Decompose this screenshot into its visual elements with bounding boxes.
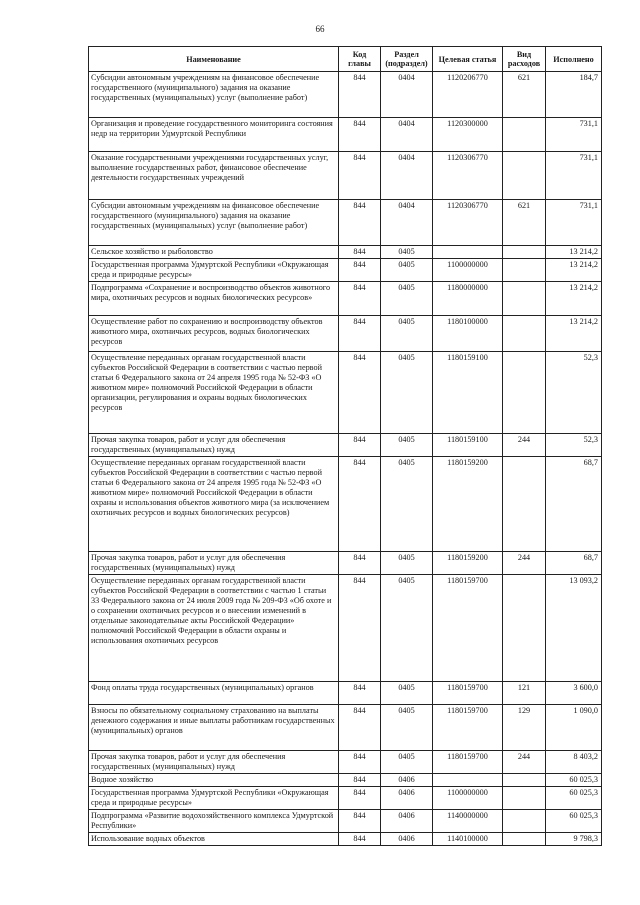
cell-chapter: 844 bbox=[339, 434, 381, 457]
table-row bbox=[89, 457, 602, 552]
header-name: Наименование bbox=[89, 47, 339, 72]
cell-chapter: 844 bbox=[339, 810, 381, 833]
cell-section: 0405 bbox=[381, 552, 433, 575]
cell-name: Осуществление переданных органам государственной власти субъектов Российской Федерации в соответствии с частью 1 статьи 33 Федерального закона от 24 июля 2009 года № 209-ФЗ «Об охоте и о сохранении охотничьих ресурсов и о внесении изменений в отдельные законодательные акты Российской Федерации» полномочий Российской Федерации в области охраны и использования охотничьих ресурсов bbox=[89, 575, 339, 682]
cell-section: 0406 bbox=[381, 810, 433, 833]
cell-amount: 52,3 bbox=[546, 434, 602, 457]
cell-amount: 9 798,3 bbox=[546, 833, 602, 846]
cell-section: 0405 bbox=[381, 457, 433, 552]
cell-amount: 731,1 bbox=[546, 200, 602, 246]
cell-name: Прочая закупка товаров, работ и услуг для обеспечения государственных (муниципальных) нужд bbox=[89, 434, 339, 457]
cell-article: 1180159100 bbox=[433, 434, 503, 457]
cell-name: Фонд оплаты труда государственных (муниципальных) органов bbox=[89, 682, 339, 705]
cell-section: 0405 bbox=[381, 282, 433, 316]
budget-table bbox=[88, 46, 602, 846]
table-row bbox=[89, 682, 602, 705]
table-row bbox=[89, 787, 602, 810]
cell-chapter: 844 bbox=[339, 72, 381, 118]
cell-expense bbox=[503, 282, 546, 316]
cell-section: 0404 bbox=[381, 200, 433, 246]
table-row bbox=[89, 434, 602, 457]
cell-section: 0405 bbox=[381, 434, 433, 457]
cell-expense: 121 bbox=[503, 682, 546, 705]
header-chapter: Код главы bbox=[339, 47, 381, 72]
cell-amount: 13 214,2 bbox=[546, 246, 602, 259]
table-row bbox=[89, 246, 602, 259]
cell-expense: 244 bbox=[503, 751, 546, 774]
cell-amount: 60 025,3 bbox=[546, 774, 602, 787]
table-row bbox=[89, 152, 602, 200]
cell-article: 1180159200 bbox=[433, 457, 503, 552]
cell-name: Использование водных объектов bbox=[89, 833, 339, 846]
cell-expense: 244 bbox=[503, 552, 546, 575]
cell-name: Организация и проведение государственного мониторинга состояния недр на территории Удмуртской Республики bbox=[89, 118, 339, 152]
cell-chapter: 844 bbox=[339, 118, 381, 152]
cell-amount: 13 093,2 bbox=[546, 575, 602, 682]
cell-chapter: 844 bbox=[339, 457, 381, 552]
cell-article: 1140100000 bbox=[433, 833, 503, 846]
cell-section: 0405 bbox=[381, 575, 433, 682]
table-row bbox=[89, 72, 602, 118]
cell-section: 0405 bbox=[381, 316, 433, 352]
header-row bbox=[89, 47, 602, 72]
cell-expense bbox=[503, 787, 546, 810]
cell-section: 0405 bbox=[381, 705, 433, 751]
table-row bbox=[89, 774, 602, 787]
cell-name: Субсидии автономным учреждениям на финансовое обеспечение государственного (муниципального) задания на оказание государственных (муниципальных) услуг (выполнение работ) bbox=[89, 72, 339, 118]
cell-article: 1180159100 bbox=[433, 352, 503, 434]
cell-name: Подпрограмма «Развитие водохозяйственного комплекса Удмуртской Республики» bbox=[89, 810, 339, 833]
cell-expense bbox=[503, 316, 546, 352]
cell-amount: 731,1 bbox=[546, 152, 602, 200]
cell-chapter: 844 bbox=[339, 259, 381, 282]
cell-section: 0405 bbox=[381, 259, 433, 282]
table-row bbox=[89, 705, 602, 751]
cell-chapter: 844 bbox=[339, 282, 381, 316]
cell-name: Оказание государственными учреждениями государственных услуг, выполнение государственных работ, финансовое обеспечение деятельности государственных учреждений bbox=[89, 152, 339, 200]
cell-amount: 52,3 bbox=[546, 352, 602, 434]
cell-name: Субсидии автономным учреждениям на финансовое обеспечение государственного (муниципального) задания на оказание государственных (муниципальных) услуг (выполнение работ) bbox=[89, 200, 339, 246]
cell-chapter: 844 bbox=[339, 682, 381, 705]
cell-name: Осуществление работ по сохранению и воспроизводству объектов животного мира, охотничьих ресурсов, водных биологических ресурсов bbox=[89, 316, 339, 352]
cell-expense bbox=[503, 774, 546, 787]
cell-section: 0406 bbox=[381, 774, 433, 787]
cell-name: Осуществление переданных органам государственной власти субъектов Российской Федерации в соответствии с частью первой статьи 6 Федерального закона от 24 апреля 1995 года № 52-ФЗ «О животном мире» полномочий Российской Федерации в области охраны и использования объектов животного мира (за исключением охотничьих ресурсов и водных биологических ресурсов) bbox=[89, 457, 339, 552]
table-row bbox=[89, 118, 602, 152]
cell-expense: 621 bbox=[503, 200, 546, 246]
cell-expense bbox=[503, 352, 546, 434]
cell-expense bbox=[503, 118, 546, 152]
cell-amount: 731,1 bbox=[546, 118, 602, 152]
cell-amount: 68,7 bbox=[546, 457, 602, 552]
cell-article: 1180100000 bbox=[433, 316, 503, 352]
cell-section: 0405 bbox=[381, 352, 433, 434]
cell-article: 1180159700 bbox=[433, 682, 503, 705]
cell-section: 0405 bbox=[381, 751, 433, 774]
cell-name: Государственная программа Удмуртской Республики «Окружающая среда и природные ресурсы» bbox=[89, 787, 339, 810]
cell-section: 0405 bbox=[381, 246, 433, 259]
cell-expense bbox=[503, 457, 546, 552]
cell-name: Осуществление переданных органам государственной власти субъектов Российской Федерации в соответствии с частью первой статьи 6 Федерального закона от 24 апреля 1995 года № 52-ФЗ «О животном мире» полномочий Российской Федерации в области организации, регулирования и охраны водных биологических ресурсов bbox=[89, 352, 339, 434]
cell-article: 1180000000 bbox=[433, 282, 503, 316]
cell-chapter: 844 bbox=[339, 751, 381, 774]
cell-chapter: 844 bbox=[339, 316, 381, 352]
cell-name: Прочая закупка товаров, работ и услуг для обеспечения государственных (муниципальных) нужд bbox=[89, 751, 339, 774]
header-article: Целевая статья bbox=[433, 47, 503, 72]
cell-chapter: 844 bbox=[339, 705, 381, 751]
table-row bbox=[89, 833, 602, 846]
cell-amount: 8 403,2 bbox=[546, 751, 602, 774]
table-row bbox=[89, 575, 602, 682]
page-number: 66 bbox=[315, 24, 325, 34]
cell-amount: 13 214,2 bbox=[546, 259, 602, 282]
cell-chapter: 844 bbox=[339, 200, 381, 246]
cell-amount: 13 214,2 bbox=[546, 282, 602, 316]
cell-expense bbox=[503, 833, 546, 846]
table-row bbox=[89, 552, 602, 575]
cell-expense bbox=[503, 246, 546, 259]
cell-expense: 129 bbox=[503, 705, 546, 751]
cell-article: 1140000000 bbox=[433, 810, 503, 833]
cell-amount: 60 025,3 bbox=[546, 810, 602, 833]
cell-expense bbox=[503, 810, 546, 833]
cell-article: 1120306770 bbox=[433, 152, 503, 200]
cell-section: 0406 bbox=[381, 833, 433, 846]
table-row bbox=[89, 316, 602, 352]
cell-chapter: 844 bbox=[339, 575, 381, 682]
cell-amount: 13 214,2 bbox=[546, 316, 602, 352]
cell-article: 1180159700 bbox=[433, 705, 503, 751]
header-amount: Исполнено bbox=[546, 47, 602, 72]
cell-article bbox=[433, 246, 503, 259]
cell-article: 1120306770 bbox=[433, 200, 503, 246]
table-row bbox=[89, 259, 602, 282]
cell-section: 0406 bbox=[381, 787, 433, 810]
cell-chapter: 844 bbox=[339, 152, 381, 200]
table-row bbox=[89, 282, 602, 316]
cell-amount: 1 090,0 bbox=[546, 705, 602, 751]
cell-article: 1180159700 bbox=[433, 751, 503, 774]
cell-amount: 3 600,0 bbox=[546, 682, 602, 705]
cell-amount: 68,7 bbox=[546, 552, 602, 575]
cell-chapter: 844 bbox=[339, 352, 381, 434]
cell-name: Взносы по обязательному социальному страхованию на выплаты денежного содержания и иные выплаты работникам государственных (муниципальных) органов bbox=[89, 705, 339, 751]
cell-amount: 184,7 bbox=[546, 72, 602, 118]
cell-name: Сельское хозяйство и рыболовство bbox=[89, 246, 339, 259]
table-row bbox=[89, 751, 602, 774]
cell-expense bbox=[503, 152, 546, 200]
table-row bbox=[89, 352, 602, 434]
header-section: Раздел (подраздел) bbox=[381, 47, 433, 72]
cell-article: 1180159200 bbox=[433, 552, 503, 575]
cell-chapter: 844 bbox=[339, 246, 381, 259]
cell-chapter: 844 bbox=[339, 552, 381, 575]
cell-name: Подпрограмма «Сохранение и воспроизводство объектов животного мира, охотничьих ресурсов и водных биологических ресурсов» bbox=[89, 282, 339, 316]
cell-section: 0404 bbox=[381, 118, 433, 152]
cell-section: 0405 bbox=[381, 682, 433, 705]
cell-name: Государственная программа Удмуртской Республики «Окружающая среда и природные ресурсы» bbox=[89, 259, 339, 282]
cell-expense bbox=[503, 259, 546, 282]
cell-section: 0404 bbox=[381, 72, 433, 118]
cell-expense: 621 bbox=[503, 72, 546, 118]
cell-article: 1120300000 bbox=[433, 118, 503, 152]
cell-article: 1100000000 bbox=[433, 787, 503, 810]
table-row bbox=[89, 810, 602, 833]
cell-section: 0404 bbox=[381, 152, 433, 200]
header-expense: Вид расходов bbox=[503, 47, 546, 72]
cell-article: 1120206770 bbox=[433, 72, 503, 118]
cell-article: 1100000000 bbox=[433, 259, 503, 282]
cell-name: Прочая закупка товаров, работ и услуг для обеспечения государственных (муниципальных) нужд bbox=[89, 552, 339, 575]
cell-chapter: 844 bbox=[339, 787, 381, 810]
table-row bbox=[89, 200, 602, 246]
cell-name: Водное хозяйство bbox=[89, 774, 339, 787]
cell-amount: 60 025,3 bbox=[546, 787, 602, 810]
cell-article bbox=[433, 774, 503, 787]
cell-chapter: 844 bbox=[339, 774, 381, 787]
cell-expense: 244 bbox=[503, 434, 546, 457]
cell-expense bbox=[503, 575, 546, 682]
cell-article: 1180159700 bbox=[433, 575, 503, 682]
cell-chapter: 844 bbox=[339, 833, 381, 846]
